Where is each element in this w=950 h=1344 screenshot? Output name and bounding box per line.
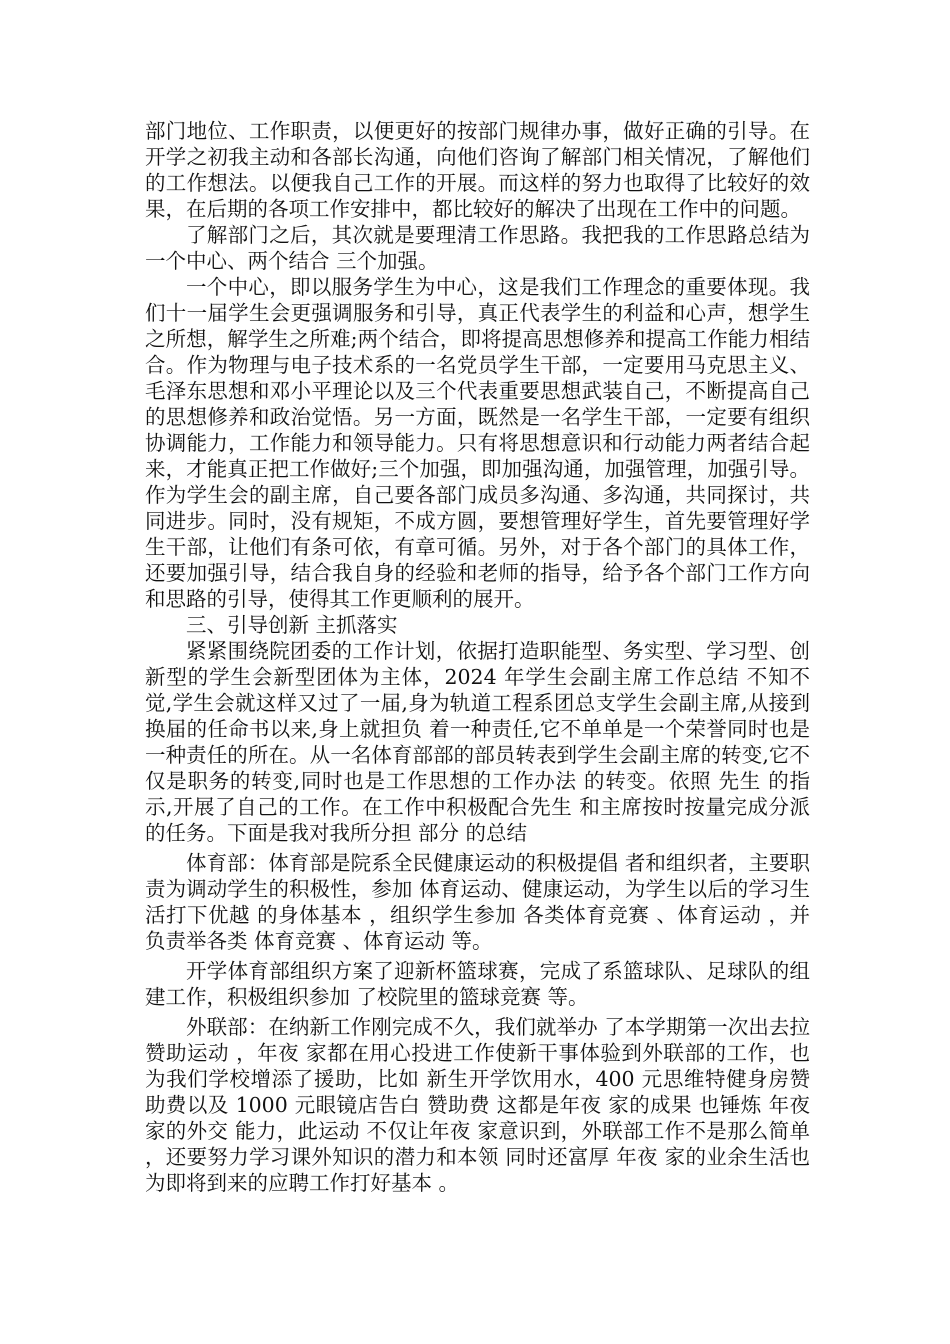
paragraph-basketball: 开学体育部组织方案了迎新杯篮球赛，完成了系篮球队、足球队的组建工作，积极组织参加 了校院里的篮球竞赛 等。	[145, 959, 810, 1009]
paragraph-one-center: 一个中心，即以服务学生为中心，这是我们工作理念的重要体现。我们十一届学生会更强调服务和引导，真正代表学生的利益和心声，想学生之所想，解学生之所难;两个结合，即将提高思想修养和提高工作能力相结合。作为物理与电子技术系的一名党员学生干部，一定要用马克思主义、毛泽东思想和邓小平理论以及三个代表重要思想武装自己，不断提高自己的思想修养和政治觉悟。另一方面，既然是一名学生干部，一定要有组织协调能力，工作能力和领导能力。只有将思想意识和行动能力两者结合起来，才能真正把工作做好;三个加强，即加强沟通，加强管理，加强引导。作为学生会的副主席，自己要各部门成员多沟通、多沟通，共同探讨，共同进步。同时，没有规矩，不成方圆，要想管理好学生，首先要管理好学生干部，让他们有条可依，有章可循。另外，对于各个部门的具体工作，还要加强引导，结合我自身的经验和老师的指导，给予各个部门工作方向和思路的引导，使得其工作更顺利的展开。	[145, 275, 810, 611]
paragraph-sports-department: 体育部：体育部是院系全民健康运动的积极提倡 者和组织者，主要职责为调动学生的积极性，参加 体育运动、健康运动，为学生以后的学习生活打下优越 的身体基本 ，组织学生参加 各类体育竞赛 、体育运动 ，并负责举各类 体育竞赛 、体育运动 等。	[145, 851, 810, 953]
document-body	[145, 118, 810, 1196]
paragraph-department-role: 部门地位、工作职责，以便更好的按部门规律办事，做好正确的引导。在开学之初我主动和各部长沟通，向他们咨询了解部门相关情况，了解他们的工作想法。以便我自己工作的开展。而这样的努力也取得了比较好的效果，在后期的各项工作安排中，都比较好的解决了出现在工作中的问题。	[145, 119, 810, 221]
paragraph-external-relations: 外联部：在纳新工作刚完成不久，我们就举办 了本学期第一次出去拉赞助运动 ，年夜 家都在用心投进工作使新干事体验到外联部的工作，也为我们学校增添了援助，比如 新生开学饮用水，400 元思维特健身房赞助费以及 1000 元眼镜店告白 赞助费 这都是年夜 家的成果 也锤炼 年夜 家的外交 能力，此运动 不仅让年夜 家意识到，外联部工作不是那么简单 ，还要努力学习课外知识的潜力和本领 同时还富厚 年夜 家的业余生活也为即将到来的应聘工作打好基本 。	[145, 1015, 810, 1195]
paragraph-work-approach: 了解部门之后，其次就是要理清工作思路。我把我的工作思路总结为一个中心、两个结合 三个加强。	[145, 223, 810, 273]
paragraph-work-plan: 紧紧围绕院团委的工作计划，依据打造职能型、务实型、学习型、创新型的学生会新型团体为主体，2024 年学生会副主席工作总结 不知不觉,学生会就这样又过了一届,身为轨道工程系团总支学生会副主席,从接到换届的任命书以来,身上就担负 着一种责任,它不单单是一个荣誉同时也是一种责任的所在。从一名体育部部的部员转表到学生会副主席的转变,它不仅是职务的转变,同时也是工作思想的工作办法 的转变。依照 先生 的指示,开展了自己的工作。在工作中积极配合先生 和主席按时按量完成分派 的任务。下面是我对我所分担 部分 的总结	[145, 639, 810, 845]
section-heading-innovation: 三、引导创新 主抓落实	[186, 613, 398, 637]
